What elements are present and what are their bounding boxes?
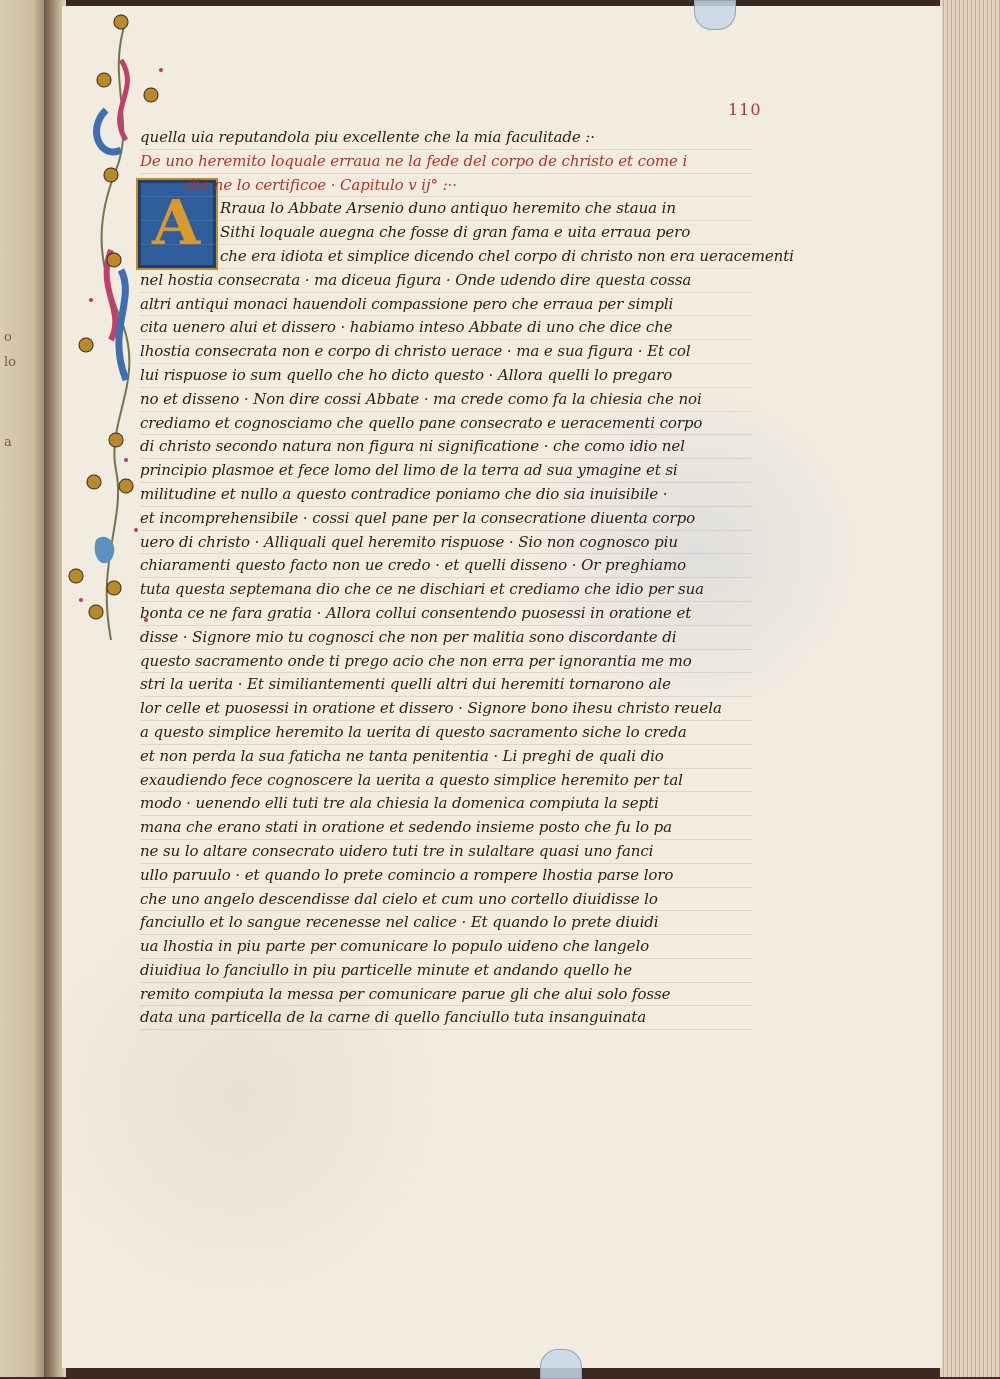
text-line: lui rispuose io sum quello che ho dicto questo · Allora quelli lo pregaro bbox=[140, 364, 752, 388]
text-line: exaudiendo fece cognoscere la uerita a questo simplice heremito per tal bbox=[140, 769, 752, 793]
text-line: nel hostia consecrata · ma diceua figura · Onde udendo dire questa cossa bbox=[140, 269, 752, 293]
edge-mark: a bbox=[4, 435, 12, 450]
text-line: ne su lo altare consecrato uidero tuti tre in sulaltare quasi uno fanci bbox=[140, 840, 752, 864]
text-line: a questo simplice heremito la uerita di questo sacramento siche lo creda bbox=[140, 721, 752, 745]
text-line: di christo secondo natura non figura ni significatione · che como idio nel bbox=[140, 435, 752, 459]
edge-mark: o bbox=[4, 330, 12, 345]
text-line: Sithi loquale auegna che fosse di gran fama e uita erraua pero bbox=[140, 221, 752, 245]
text-line: no et disseno · Non dire cossi Abbate · ma crede como fa la chiesia che noi bbox=[140, 388, 752, 412]
text-line: uero di christo · Alliquali quel heremito rispuose · Sio non cognosco piu bbox=[140, 531, 752, 555]
text-line: remito compiuta la messa per comunicare parue gli che alui solo fosse bbox=[140, 983, 752, 1007]
text-line: et non perda la sua faticha ne tanta penitentia · Li preghi de quali dio bbox=[140, 745, 752, 769]
rubric-line: dio ne lo certificoe · Capitulo v ij° :·· bbox=[140, 174, 752, 198]
page-clip-top bbox=[694, 0, 736, 30]
text-line: fanciullo et lo sangue recenesse nel calice · Et quando lo prete diuidi bbox=[140, 911, 752, 935]
text-line: che uno angelo descendisse dal cielo et cum uno cortello diuidisse lo bbox=[140, 888, 752, 912]
text-line: ullo paruulo · et quando lo prete comincio a rompere lhostia parse loro bbox=[140, 864, 752, 888]
text-line: bonta ce ne fara gratia · Allora collui consentendo puosessi in oratione et bbox=[140, 602, 752, 626]
text-line: tuta questa septemana dio che ce ne dischiari et crediamo che idio per sua bbox=[140, 578, 752, 602]
text-line: altri antiqui monaci hauendoli compassione pero che erraua per simpli bbox=[140, 293, 752, 317]
text-line: modo · uenendo elli tuti tre ala chiesia la domenica compiuta la septi bbox=[140, 792, 752, 816]
text-line: ua lhostia in piu parte per comunicare lo populo uideno che langelo bbox=[140, 935, 752, 959]
folio-number: 110 bbox=[728, 100, 762, 119]
text-line: chiaramenti questo facto non ue credo · et quelli disseno · Or preghiamo bbox=[140, 554, 752, 578]
text-line: stri la uerita · Et similiantementi quelli altri dui heremiti tornarono ale bbox=[140, 673, 752, 697]
text-line: et incomprehensibile · cossi quel pane per la consecratione diuenta corpo bbox=[140, 507, 752, 531]
text-line: crediamo et cognosciamo che quello pane consecrato e ueracementi corpo bbox=[140, 412, 752, 436]
text-line: data una particella de la carne di quello fanciullo tuta insanguinata bbox=[140, 1006, 752, 1030]
text-line: lhostia consecrata non e corpo di christo uerace · ma e sua figura · Et col bbox=[140, 340, 752, 364]
text-line: questo sacramento onde ti prego acio che non erra per ignorantia me mo bbox=[140, 650, 752, 674]
text-line: che era idiota et simplice dicendo chel corpo di christo non era ueracementi bbox=[140, 245, 752, 269]
text-block bbox=[140, 126, 794, 1030]
text-line: cita uenero alui et dissero · habiamo inteso Abbate di uno che dice che bbox=[140, 316, 752, 340]
text-line: lor celle et puosessi in oratione et dissero · Signore bono ihesu christo reuela bbox=[140, 697, 752, 721]
edge-mark: lo bbox=[4, 355, 16, 370]
page-clip-bottom bbox=[540, 1349, 582, 1379]
page-stack bbox=[940, 0, 1000, 1377]
text-line: principio plasmoe et fece lomo del limo de la terra ad sua ymagine et si bbox=[140, 459, 752, 483]
text-line: diuidiua lo fanciullo in piu particelle minute et andando quello he bbox=[140, 959, 752, 983]
initial-letter: A bbox=[152, 186, 201, 259]
text-line: Rraua lo Abbate Arsenio duno antiquo heremito che staua in bbox=[140, 197, 752, 221]
text-line: mana che erano stati in oratione et sedendo insieme posto che fu lo pa bbox=[140, 816, 752, 840]
text-line: militudine et nullo a questo contradice poniamo che dio sia inuisibile · bbox=[140, 483, 752, 507]
facing-page-edge bbox=[0, 0, 48, 1377]
text-line: quella uia reputandola piu excellente che la mia faculitade :· bbox=[140, 126, 752, 150]
rubric-line: De uno heremito loquale erraua ne la fede del corpo de christo et come i bbox=[140, 150, 752, 174]
text-line: disse · Signore mio tu cognosci che non per malitia sono discordante di bbox=[140, 626, 752, 650]
